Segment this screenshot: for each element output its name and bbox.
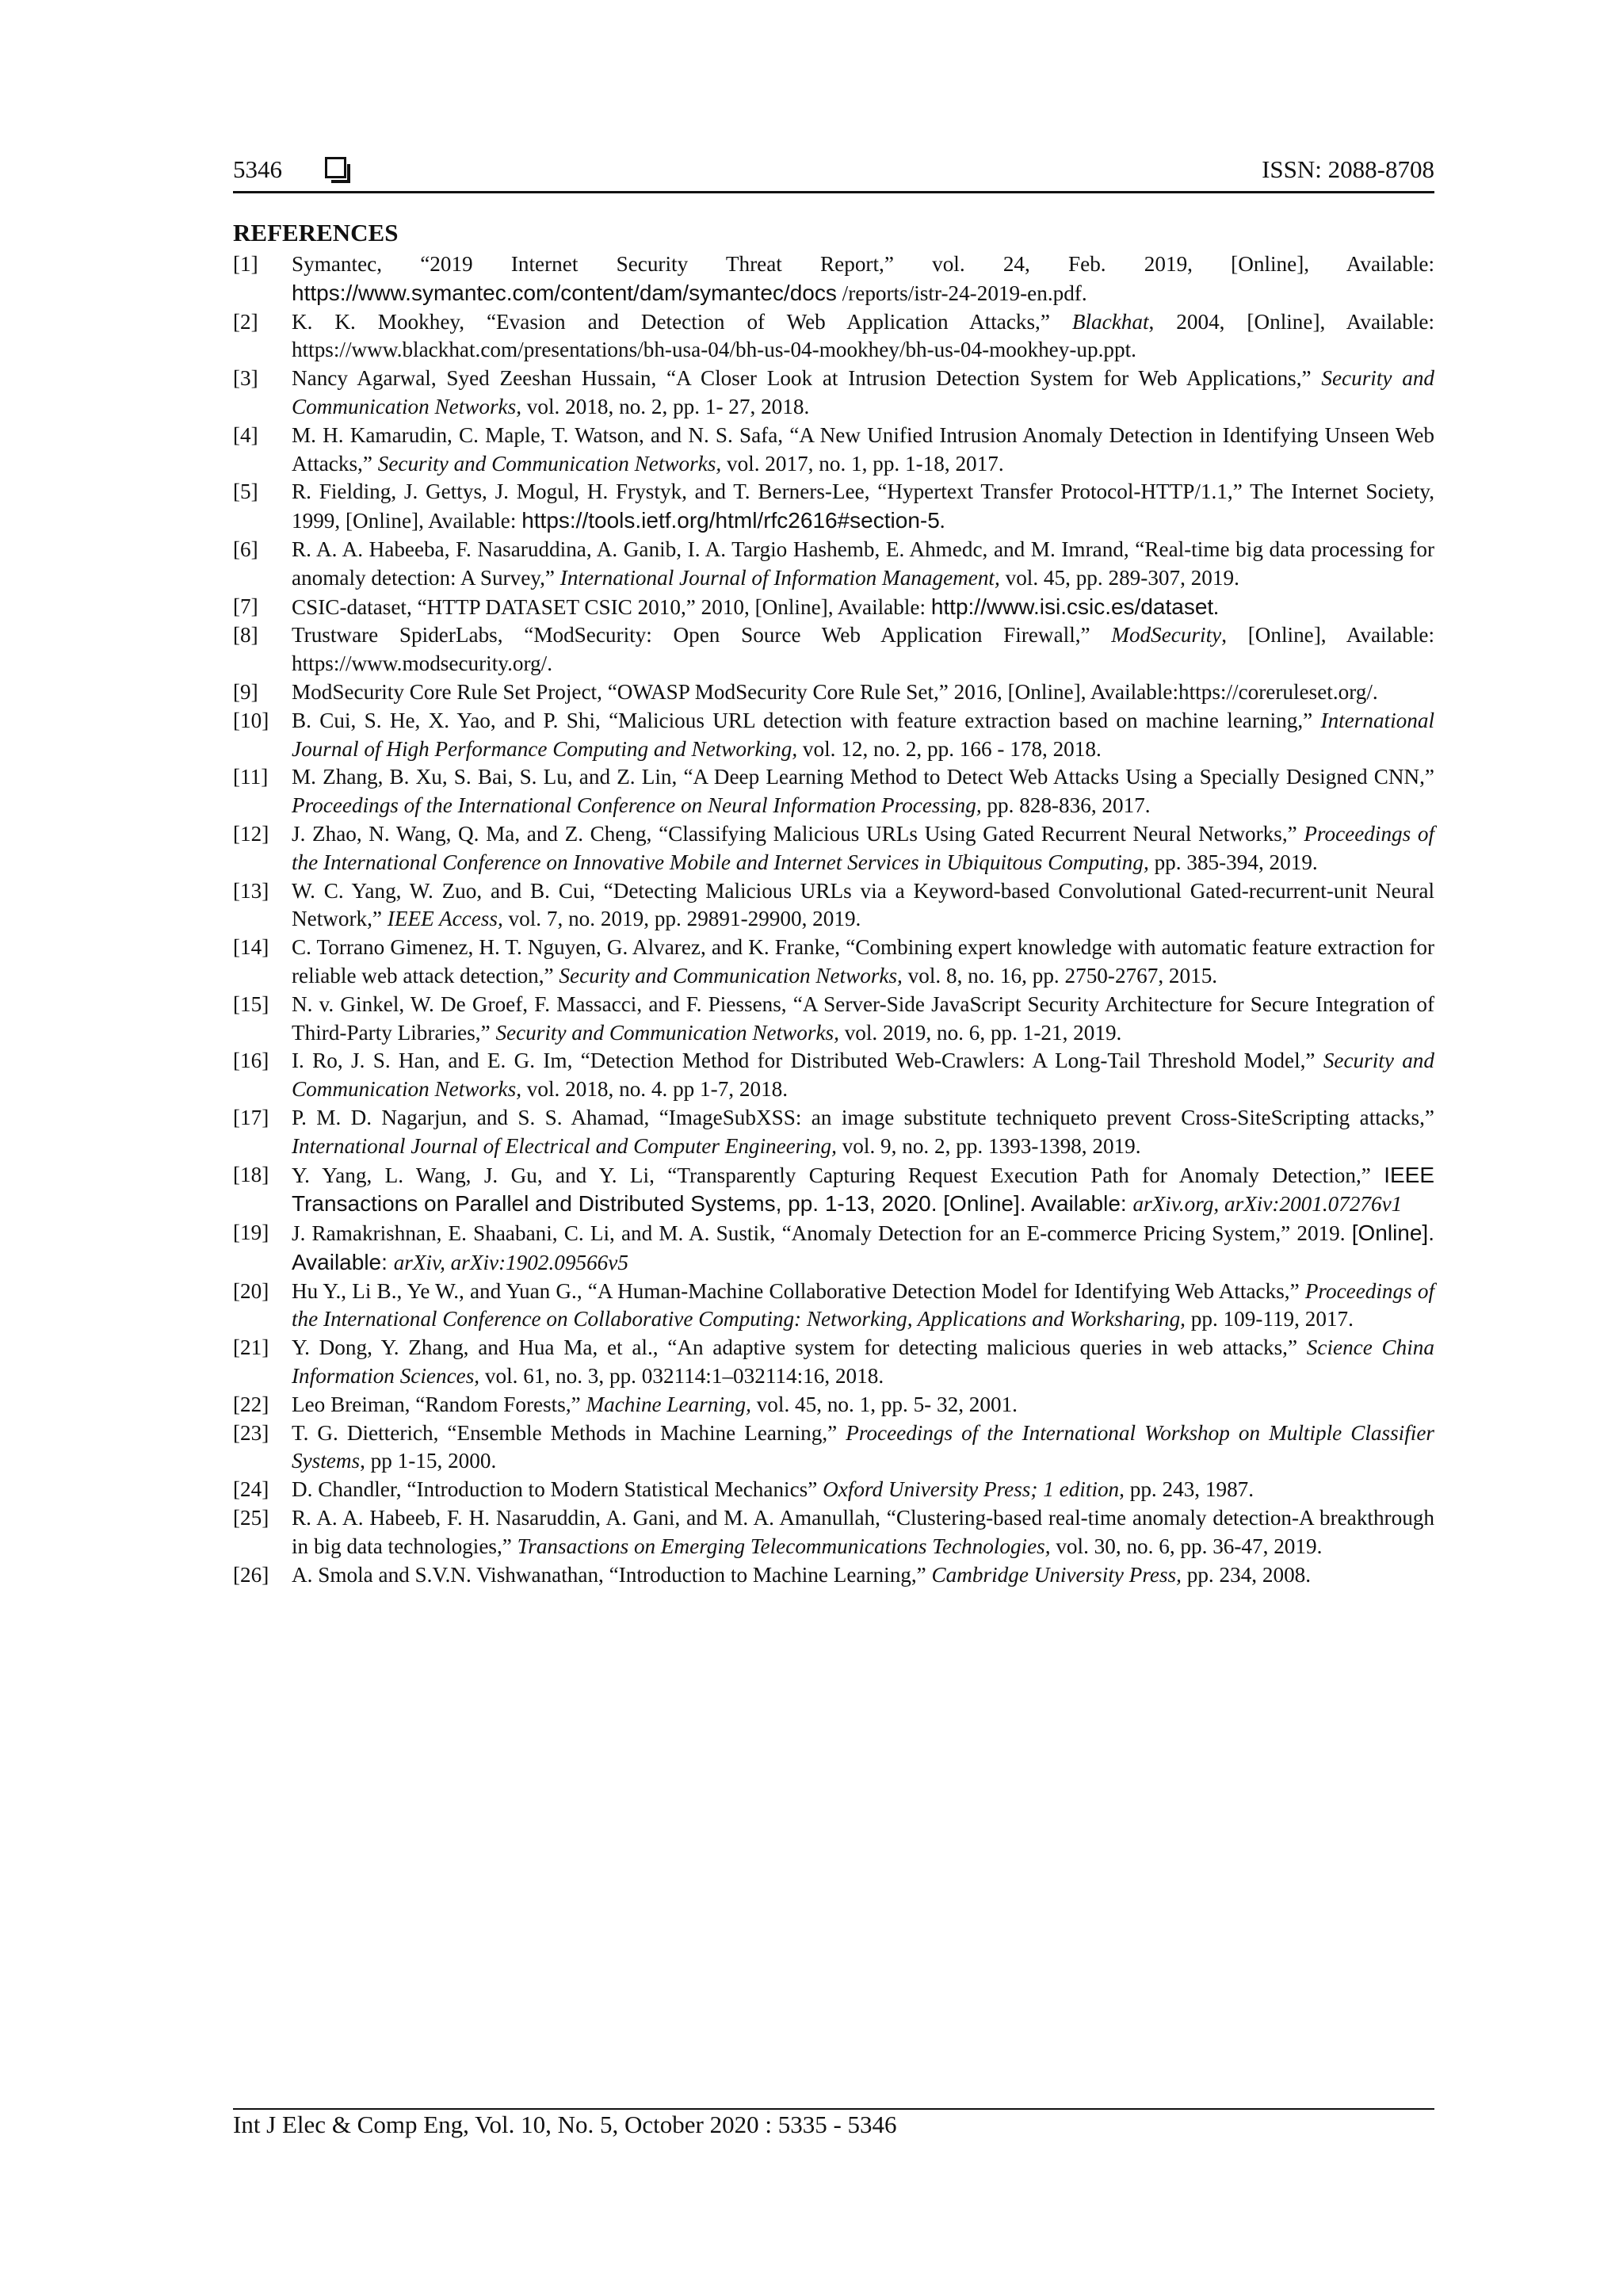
reference-text	[292, 621, 1434, 678]
reference-segment: http://www.isi.csic.es/dataset	[930, 594, 1214, 619]
reference-venue: Proceedings of the International Conference on Neural Information Processing,	[292, 793, 982, 818]
reference-number: [3]	[233, 366, 258, 391]
reference-segment: C. Torrano Gimenez, H. T. Nguyen, G. Alvarez, and K. Franke, “Combining expert knowledge with automatic feature extraction for reliable web attack detection,”	[292, 935, 1434, 988]
reference-venue: Transactions on Emerging Telecommunications Technologies,	[517, 1534, 1051, 1558]
reference-item	[233, 1504, 1434, 1561]
reference-segment: pp. 828-836, 2017.	[981, 793, 1151, 818]
checkbox-square-icon	[325, 157, 346, 178]
reference-segment: vol. 2017, no. 1, pp. 1-18, 2017.	[721, 451, 1004, 476]
reference-number: [23]	[233, 1420, 269, 1445]
page-header	[233, 155, 1434, 195]
reference-number: [18]	[233, 1162, 269, 1186]
reference-venue: International Journal of Information Management,	[559, 565, 1000, 590]
reference-segment: vol. 2018, no. 4. pp 1-7, 2018.	[521, 1077, 789, 1102]
reference-segment: vol. 30, no. 6, pp. 36-47, 2019.	[1050, 1534, 1323, 1558]
reference-number: [24]	[233, 1477, 269, 1502]
reference-number: [11]	[233, 765, 269, 789]
reference-segment: https://www.symantec.com/content/dam/symantec/docs	[292, 280, 837, 305]
reference-number: [6]	[233, 537, 258, 561]
reference-number: [13]	[233, 878, 269, 903]
reference-segment: .	[939, 509, 945, 533]
reference-item	[233, 1161, 1434, 1220]
reference-segment: pp. 234, 2008.	[1181, 1562, 1312, 1587]
reference-segment: vol. 45, no. 1, pp. 5- 32, 2001.	[750, 1392, 1018, 1416]
reference-venue: ModSecurity	[1111, 623, 1222, 648]
reference-text	[292, 250, 1434, 308]
reference-text	[292, 593, 1434, 622]
reference-number: [19]	[233, 1221, 269, 1245]
reference-item	[233, 678, 1434, 707]
reference-item	[233, 707, 1434, 764]
reference-venue: Security and Communication Networks,	[292, 1049, 1434, 1102]
reference-item	[233, 877, 1434, 934]
reference-number: [26]	[233, 1562, 269, 1587]
reference-number: [7]	[233, 594, 258, 618]
reference-segment: K. K. Mookhey, “Evasion and Detection of Web Application Attacks,”	[292, 309, 1072, 334]
reference-venue: Security and Communication Networks,	[292, 366, 1435, 418]
reference-segment: Y. Dong, Y. Zhang, and Hua Ma, et al., “An adaptive system for detecting malicious queries in web attacks,”	[292, 1335, 1307, 1360]
reference-text	[292, 478, 1434, 536]
reference-segment: M. Zhang, B. Xu, S. Bai, S. Lu, and Z. Lin, “A Deep Learning Method to Detect Web Attacks Using a Specially Designed CNN,”	[292, 765, 1434, 789]
reference-item	[233, 621, 1434, 678]
reference-text	[292, 1161, 1434, 1220]
reference-item	[233, 1278, 1434, 1335]
reference-segment: T. G. Dietterich, “Ensemble Methods in Machine Learning,”	[292, 1420, 846, 1445]
reference-item	[233, 1419, 1434, 1477]
reference-venue: Proceedings of the International Conference on Collaborative Computing: Networking, Applications and Worksharing,	[292, 1278, 1435, 1331]
reference-text	[292, 1334, 1434, 1391]
reference-item	[233, 934, 1434, 991]
reference-number: [1]	[233, 252, 258, 276]
reference-number: [9]	[233, 679, 258, 704]
reference-segment: J. Ramakrishnan, E. Shaabani, C. Li, and M. A. Sustik, “Anomaly Detection for an E-commerce Pricing System,” 2019.	[292, 1221, 1352, 1246]
reference-segment: J. Zhao, N. Wang, Q. Ma, and Z. Cheng, “Classifying Malicious URLs Using Gated Recurrent Neural Networks,”	[292, 821, 1304, 846]
reference-item	[233, 991, 1434, 1048]
reference-item	[233, 593, 1434, 622]
reference-number: [10]	[233, 708, 269, 732]
reference-venue: arXiv.org, arXiv:2001.07276v1	[1132, 1192, 1403, 1217]
reference-number: [20]	[233, 1278, 269, 1303]
reference-text	[292, 1104, 1434, 1161]
reference-text	[292, 678, 1434, 707]
reference-venue: Blackhat	[1071, 309, 1149, 334]
reference-item	[233, 1476, 1434, 1504]
reference-text	[292, 1561, 1434, 1590]
reference-venue: Proceedings of the International Conference on Innovative Mobile and Internet Services in Ubiquitous Computing,	[292, 821, 1434, 874]
reference-segment: W. C. Yang, W. Zuo, and B. Cui, “Detecting Malicious URLs via a Keyword-based Convolutional Gated-recurrent-unit Neural Network,”	[292, 878, 1434, 931]
reference-number: [16]	[233, 1049, 269, 1073]
reference-venue: Proceedings of the International Workshop on Multiple Classifier Systems	[292, 1420, 1434, 1473]
reference-venue: Security and Communication Networks,	[495, 1020, 839, 1045]
reference-segment: Symantec, “2019 Internet Security Threat Report,” vol. 24, Feb. 2019, [Online], Available:	[292, 252, 1434, 276]
reference-segment: https://tools.ietf.org/html/rfc2616#section-5	[521, 508, 940, 533]
reference-item	[233, 763, 1434, 820]
references-heading: REFERENCES	[233, 219, 399, 246]
header-rule	[233, 191, 1434, 193]
reference-text	[292, 763, 1434, 820]
reference-text	[292, 536, 1434, 593]
reference-text	[292, 991, 1434, 1048]
reference-segment: R. A. A. Habeeba, F. Nasaruddina, A. Ganib, I. A. Targio Hashemb, E. Ahmedc, and M. Imrand, “Real-time big data processing for anomaly detection: A Survey,”	[292, 537, 1434, 590]
reference-segment: N. v. Ginkel, W. De Groef, F. Massacci, and F. Piessens, “A Server-Side JavaScript Security Architecture for Secure Integration of Third-Party Libraries,”	[292, 991, 1434, 1045]
reference-segment: vol. 61, no. 3, pp. 032114:1–032114:16, 2018.	[479, 1364, 884, 1389]
reference-number: [17]	[233, 1105, 269, 1129]
reference-venue: Security and Communication Networks,	[559, 963, 903, 988]
reference-segment: A. Smola and S.V.N. Vishwanathan, “Introduction to Machine Learning,”	[292, 1562, 932, 1587]
reference-segment: /reports/istr-24-2019-en.pdf.	[836, 281, 1087, 305]
reference-venue: International Journal of Electrical and Computer Engineering,	[292, 1133, 837, 1158]
reference-item	[233, 1391, 1434, 1419]
reference-text	[292, 877, 1434, 934]
reference-segment: vol. 12, no. 2, pp. 166 - 178, 2018.	[797, 736, 1102, 761]
footer-rule	[233, 2108, 1434, 2110]
reference-segment: D. Chandler, “Introduction to Modern Statistical Mechanics”	[292, 1477, 823, 1502]
reference-number: [2]	[233, 309, 258, 334]
reference-segment: Trustware SpiderLabs, “ModSecurity: Open Source Web Application Firewall,”	[292, 623, 1112, 648]
reference-text	[292, 1391, 1434, 1419]
page-number: 5346	[233, 155, 282, 183]
reference-text	[292, 707, 1434, 764]
reference-number: [5]	[233, 479, 258, 504]
reference-item	[233, 1334, 1434, 1391]
reference-segment: Hu Y., Li B., Ye W., and Yuan G., “A Human-Machine Collaborative Detection Model for Identifying Web Attacks,”	[292, 1278, 1305, 1303]
reference-segment: pp. 243, 1987.	[1124, 1477, 1254, 1502]
reference-text	[292, 365, 1434, 422]
reference-number: [4]	[233, 422, 258, 447]
reference-segment: pp. 109-119, 2017.	[1185, 1307, 1354, 1331]
reference-segment: M. H. Kamarudin, C. Maple, T. Watson, and N. S. Safa, “A New Unified Intrusion Anomaly Detection in Identifying Unseen Web Attacks,”	[292, 422, 1434, 476]
reference-text	[292, 1219, 1434, 1278]
reference-number: [8]	[233, 623, 258, 648]
reference-segment: , 2004, [Online], Available: https://www.blackhat.com/presentations/bh-usa-04/bh-us-04-mookhey/bh-us-04-mookhey-up.ppt.	[292, 309, 1435, 362]
reference-text	[292, 308, 1434, 365]
reference-venue: Oxford University Press; 1 edition,	[823, 1477, 1125, 1502]
reference-number: [14]	[233, 935, 269, 960]
reference-venue: Security and Communication Networks,	[377, 451, 722, 476]
reference-venue: arXiv, arXiv:1902.09566v5	[393, 1250, 628, 1274]
reference-number: [25]	[233, 1506, 269, 1530]
reference-segment: ModSecurity Core Rule Set Project, “OWASP ModSecurity Core Rule Set,” 2016, [Online], Available:https://coreruleset.org/.	[292, 679, 1378, 704]
reference-segment: Nancy Agarwal, Syed Zeeshan Hussain, “A Closer Look at Intrusion Detection System for Web Applications,”	[292, 366, 1322, 391]
reference-item	[233, 422, 1434, 479]
reference-segment: CSIC-dataset, “HTTP DATASET CSIC 2010,” 2010, [Online], Available:	[292, 594, 931, 619]
reference-item	[233, 308, 1434, 365]
reference-segment: vol. 9, no. 2, pp. 1393-1398, 2019.	[836, 1133, 1141, 1158]
reference-item	[233, 1561, 1434, 1590]
reference-segment: , [Online], Available: https://www.modsecurity.org/.	[292, 623, 1434, 676]
reference-segment: , pp 1-15, 2000.	[360, 1449, 497, 1473]
reference-item	[233, 365, 1434, 422]
reference-segment: B. Cui, S. He, X. Yao, and P. Shi, “Malicious URL detection with feature extraction based on machine learning,”	[292, 708, 1321, 732]
reference-text	[292, 1419, 1434, 1477]
reference-text	[292, 820, 1434, 877]
reference-item	[233, 250, 1434, 308]
references-list	[233, 250, 1434, 1589]
reference-venue: Cambridge University Press,	[931, 1562, 1182, 1587]
reference-item	[233, 820, 1434, 877]
journal-citation-footer: Int J Elec & Comp Eng, Vol. 10, No. 5, October 2020 : 5335 - 5346	[233, 2111, 897, 2138]
reference-item	[233, 1219, 1434, 1278]
reference-item	[233, 478, 1434, 536]
reference-segment: vol. 2018, no. 2, pp. 1- 27, 2018.	[521, 394, 810, 418]
reference-segment: P. M. D. Nagarjun, and S. S. Ahamad, “ImageSubXSS: an image substitute techniqueto prevent Cross-SiteScripting attacks,”	[292, 1105, 1434, 1129]
reference-segment: vol. 7, no. 2019, pp. 29891-29900, 2019.	[502, 907, 861, 931]
reference-segment: .	[1213, 594, 1219, 619]
reference-segment: Y. Yang, L. Wang, J. Gu, and Y. Li, “Transparently Capturing Request Execution Path for Anomaly Detection,”	[292, 1163, 1384, 1187]
reference-segment: vol. 2019, no. 6, pp. 1-21, 2019.	[838, 1020, 1122, 1045]
reference-segment: R. A. A. Habeeb, F. H. Nasaruddin, A. Gani, and M. A. Amanullah, “Clustering-based real-time anomaly detection-A breakthrough in big data technologies,”	[292, 1506, 1434, 1558]
issn-label: ISSN: 2088-8708	[1262, 155, 1434, 183]
reference-text	[292, 1047, 1434, 1104]
reference-item	[233, 1047, 1434, 1104]
reference-venue: IEEE Access,	[387, 907, 503, 931]
reference-number: [12]	[233, 821, 269, 846]
reference-venue: International Journal of High Performance Computing and Networking,	[292, 708, 1434, 761]
reference-text	[292, 422, 1434, 479]
reference-segment: vol. 45, pp. 289-307, 2019.	[999, 565, 1239, 590]
reference-segment: pp. 385-394, 2019.	[1148, 850, 1318, 874]
reference-item	[233, 1104, 1434, 1161]
reference-item	[233, 536, 1434, 593]
reference-text	[292, 934, 1434, 991]
reference-number: [15]	[233, 991, 269, 1016]
reference-segment: I. Ro, J. S. Han, and E. G. Im, “Detection Method for Distributed Web-Crawlers: A Long-Tail Threshold Model,”	[292, 1049, 1323, 1073]
reference-segment: vol. 8, no. 16, pp. 2750-2767, 2015.	[902, 963, 1218, 988]
reference-segment: Leo Breiman, “Random Forests,”	[292, 1392, 586, 1416]
reference-segment: R. Fielding, J. Gettys, J. Mogul, H. Frystyk, and T. Berners-Lee, “Hypertext Transfer Protocol-HTTP/1.1,” The Internet Society, 1999, [Online], Available:	[292, 479, 1434, 533]
reference-number: [22]	[233, 1392, 269, 1416]
reference-text	[292, 1476, 1434, 1504]
reference-text	[292, 1278, 1434, 1335]
reference-segment: [Online]. Available:	[292, 1221, 1434, 1274]
reference-venue: Machine Learning,	[586, 1392, 751, 1416]
reference-segment: IEEE Transactions on Parallel and Distributed Systems, pp. 1-13, 2020. [Online]. Available:	[292, 1162, 1434, 1217]
reference-venue: Science China Information Sciences,	[292, 1335, 1434, 1389]
reference-number: [21]	[233, 1335, 269, 1360]
reference-text	[292, 1504, 1434, 1561]
